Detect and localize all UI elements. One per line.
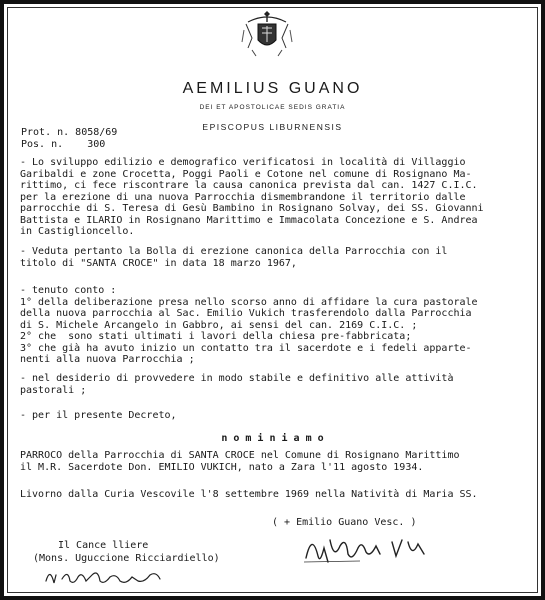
chancellor-name: (Mons. Uguccione Ricciardiello) <box>33 553 220 564</box>
nominiamo-heading: n o m i n i a m o <box>221 433 324 444</box>
chancellor-title: Il Cance lliere <box>58 540 149 551</box>
bishop-handwritten-signature <box>300 528 450 568</box>
episcopal-coat-of-arms-icon <box>240 8 294 60</box>
header-title: EPISCOPUS LIBURNENSIS <box>202 122 343 132</box>
paragraph-tenuto-conto: - tenuto conto : 1° della deliberazione presa nello scorso anno di affidare la cura pastorale della nuova parrocchia al Sac. Emilio Vukich trasferendolo dalla Parrocchia di S. Michele Arcangelo in Gabbro, ai sensi del can. 2169 C.I.C. ; 2° che sono stati ultimati i lavori della chiesa pre-fabbricata; 3° che già ha avuto inizio un contatto tra il sacerdote e i fedeli apparte- nenti alla nuova Parrocchia ; <box>20 285 478 365</box>
paragraph-development: - Lo sviluppo edilizio e demografico verificatosi in località di Villaggio Garibaldi e zone Crocetta, Poggi Paoli e Cotone nel comune di Rosignano Ma- rittimo, ci fece riscontrare la causa canonica prevista dal can. 1427 C.I.C. per la erezione di una nuova Parrocchia dismembrandone il territorio dalle parrocchie di S. Teresa di Gesù Bambino in Rosignano Solvay, dei SS. Giovanni Battista e ILARIO in Rosignano Marittimo e Immacolata Concezione e S. Andrea in Castiglioncello. <box>20 157 484 237</box>
protocol-number: Prot. n. 8058/69 <box>21 127 118 138</box>
paragraph-desiderio: - nel desiderio di provvedere in modo stabile e definitivo alle attività pastorali ; <box>20 373 454 396</box>
bishop-name: AEMILIUS GUANO <box>182 80 363 97</box>
position-number: Pos. n. 300 <box>21 139 106 150</box>
decree-text: PARROCO della Parrocchia di SANTA CROCE nel Comune di Rosignano Marittimo il M.R. Sacerdote Don. EMILIO VUKICH, nato a Zara l'11 agosto 1934. <box>20 450 460 473</box>
paragraph-bolla: - Veduta pertanto la Bolla di erezione canonica della Parrocchia con il titolo di "SANTA CROCE" in data 18 marzo 1967, <box>20 246 448 269</box>
bishop-signature-label: ( + Emilio Guano Vesc. ) <box>272 517 417 528</box>
chancellor-handwritten-signature <box>40 565 190 589</box>
closing-line: Livorno dalla Curia Vescovile l'8 settembre 1969 nella Natività di Maria SS. <box>20 489 478 500</box>
paragraph-decreto: - per il presente Decreto, <box>20 410 177 421</box>
header-subtitle: DEI ET APOSTOLICAE SEDIS GRATIA <box>199 104 346 111</box>
